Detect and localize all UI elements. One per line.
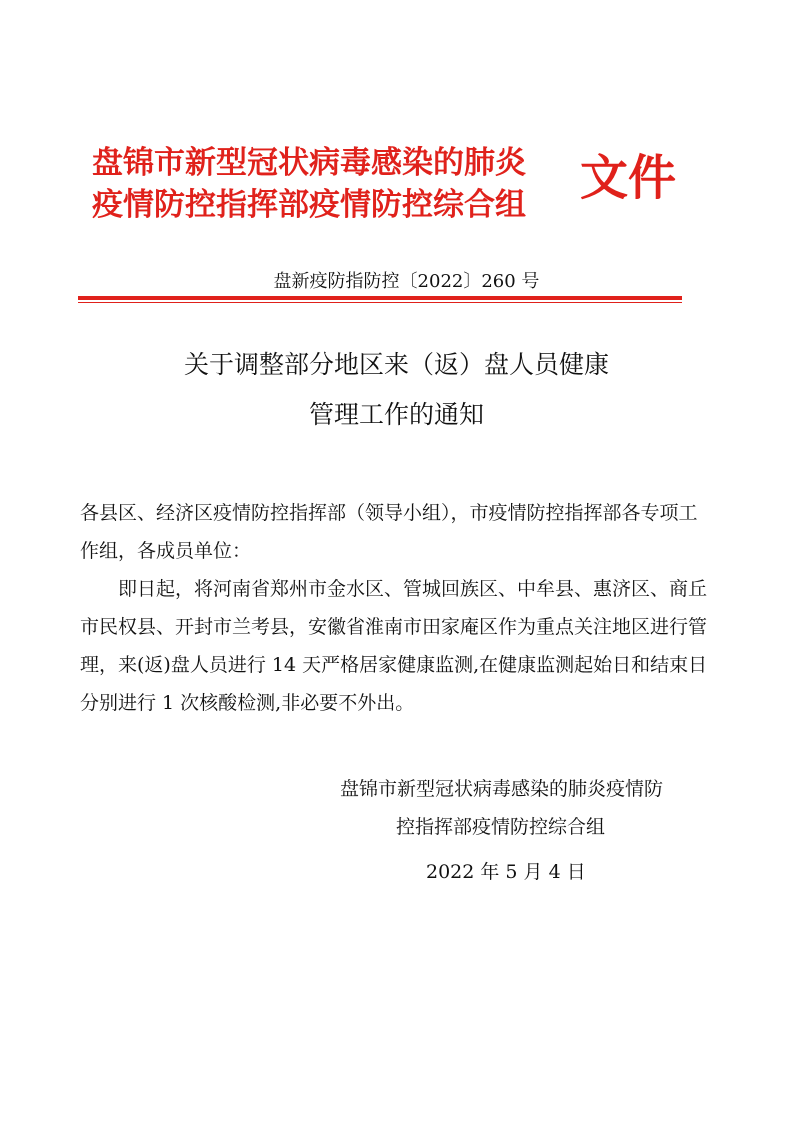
red-divider-thin — [78, 302, 682, 303]
signature-organization — [340, 770, 740, 846]
document-title — [0, 340, 793, 440]
signature-org-line-2: 控指挥部疫情防控综合组 — [396, 816, 606, 838]
signature-org-line-1: 盘锦市新型冠状病毒感染的肺炎疫情防 — [340, 778, 664, 800]
header-org-line-2: 疫情防控指挥部疫情防控综合组 — [92, 187, 526, 223]
red-divider-thick — [78, 296, 682, 300]
salutation: 各县区、经济区疫情防控指挥部（领导小组），市疫情防控指挥部各专项工作组，各成员单位： — [80, 502, 698, 562]
issuing-organization-header — [92, 142, 572, 226]
document-body — [80, 494, 708, 722]
document-word: 文件 — [580, 150, 677, 206]
title-line-2: 管理工作的通知 — [308, 400, 484, 429]
title-line-1: 关于调整部分地区来（返）盘人员健康 — [183, 350, 609, 379]
header-org-line-1: 盘锦市新型冠状病毒感染的肺炎 — [92, 145, 526, 181]
document-number: 盘新疫防指防控〔2022〕260 号 — [273, 271, 540, 292]
main-paragraph: 即日起，将河南省郑州市金水区、管城回族区、中牟县、惠济区、商丘市民权县、开封市兰考县，安徽省淮南市田家庵区作为重点关注地区进行管理，来(返)盘人员进行 14 天严格居家健康监测,在健康监测起始日和结束日分别进行 1 次核酸检测,非必要不外出。 — [80, 578, 708, 714]
signature-date: 2022 年 5 月 4 日 — [426, 861, 586, 883]
